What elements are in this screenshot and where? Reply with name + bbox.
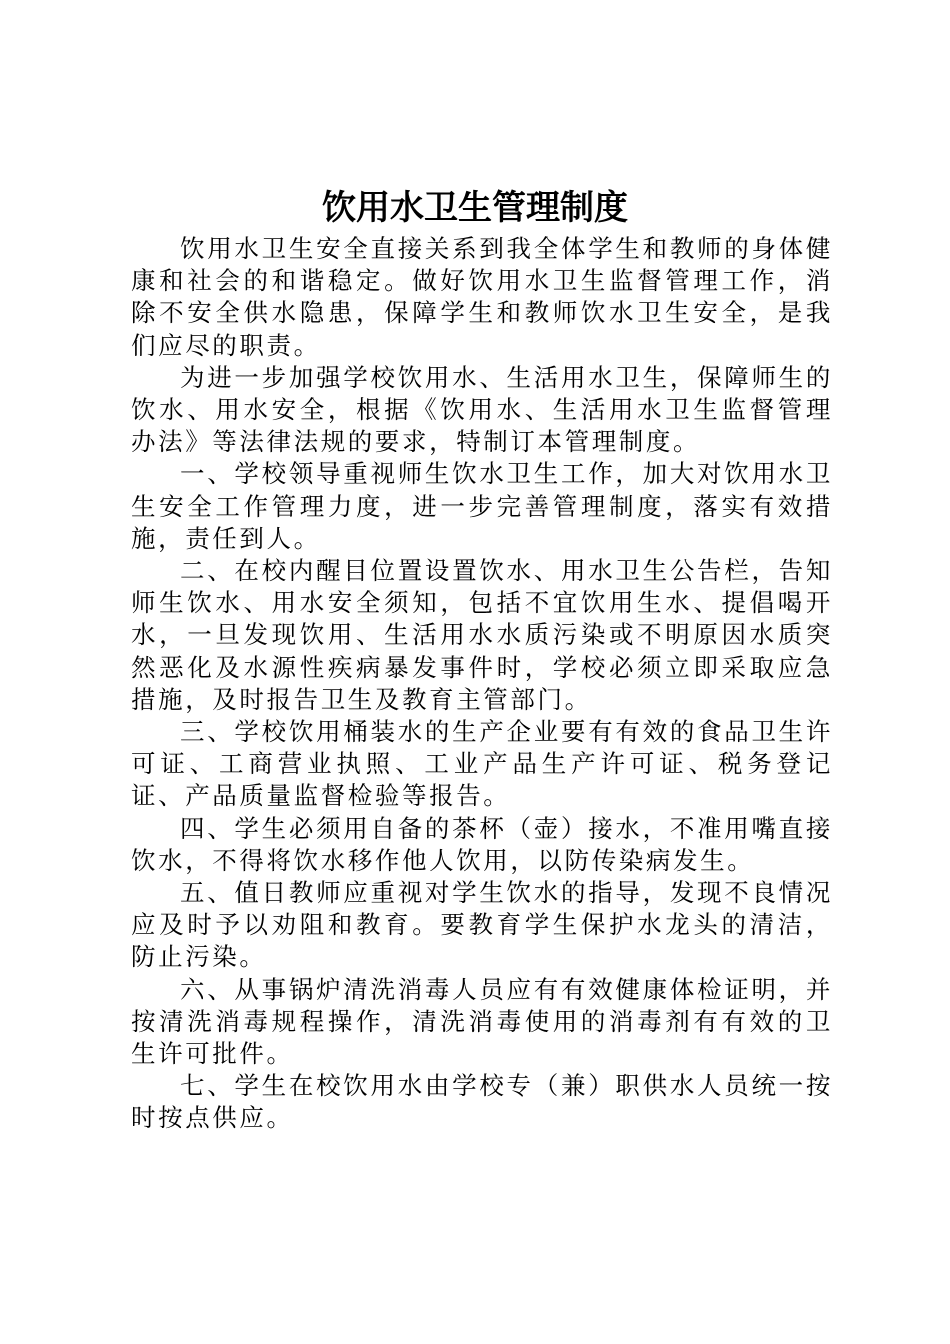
paragraph-item-6: 六、从事锅炉清洗消毒人员应有有效健康体检证明，并按清洗消毒规程操作，清洗消毒使用的消毒剂有有效的卫生许可批件。 (131, 974, 833, 1069)
paragraph-item-3: 三、学校饮用桶装水的生产企业要有有效的食品卫生许可证、工商营业执照、工业产品生产许可证、税务登记证、产品质量监督检验等报告。 (131, 717, 833, 811)
paragraph-item-7: 七、学生在校饮用水由学校专（兼）职供水人员统一按时按点供应。 (131, 1071, 833, 1133)
paragraph-item-1: 一、学校领导重视师生饮水卫生工作，加大对饮用水卫生安全工作管理力度，进一步完善管理制度，落实有效措施，责任到人。 (131, 459, 833, 553)
paragraph-intro: 饮用水卫生安全直接关系到我全体学生和教师的身体健康和社会的和谐稳定。做好饮用水卫生监督管理工作，消除不安全供水隐患，保障学生和教师饮水卫生安全，是我们应尽的职责。 (131, 234, 833, 360)
paragraph-purpose: 为进一步加强学校饮用水、生活用水卫生，保障师生的饮水、用水安全，根据《饮用水、生活用水卫生监督管理办法》等法律法规的要求，特制订本管理制度。 (131, 362, 833, 457)
document-body (131, 233, 833, 1135)
document-title: 饮用水卫生管理制度 (322, 188, 628, 228)
paragraph-item-4: 四、学生必须用自备的茶杯（壶）接水，不准用嘴直接饮水，不得将饮水移作他人饮用，以防传染病发生。 (131, 813, 833, 875)
paragraph-item-5: 五、值日教师应重视对学生饮水的指导，发现不良情况应及时予以劝阻和教育。要教育学生保护水龙头的清洁，防止污染。 (131, 878, 833, 972)
paragraph-item-2: 二、在校内醒目位置设置饮水、用水卫生公告栏，告知师生饮水、用水安全须知，包括不宜饮用生水、提倡喝开水，一旦发现饮用、生活用水水质污染或不明原因水质突然恶化及水源性疾病暴发事件时，学校必须立即采取应急措施，及时报告卫生及教育主管部门。 (131, 556, 833, 714)
